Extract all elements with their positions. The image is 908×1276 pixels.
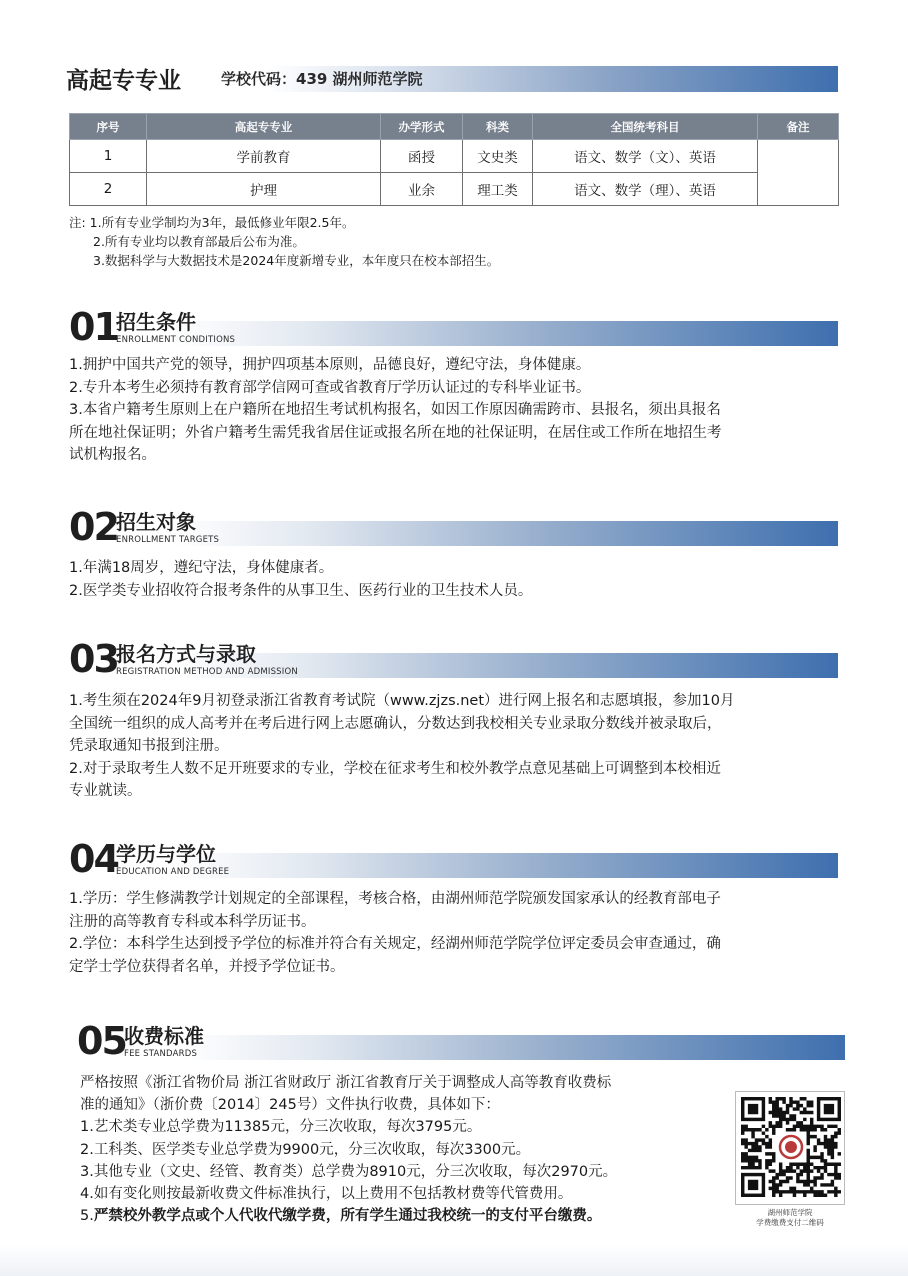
body-line: 专业就读。 — [69, 783, 142, 799]
body-line: 1.拥护中国共产党的领导，拥护四项基本原则，品德良好，遵纪守法，身体健康。 — [69, 357, 591, 373]
section-title: 招生对象 — [116, 510, 196, 534]
body-line: 1.考生须在2024年9月初登录浙江省教育考试院（www.zjzs.net）进行网上报名和志愿填报，参加10月 — [69, 693, 735, 709]
col-header-category: 科类 — [463, 114, 533, 140]
section-gradient-bar — [173, 521, 838, 546]
section-body-05 — [80, 1072, 720, 1227]
section-body-01 — [69, 354, 841, 467]
payment-qr-code — [735, 1091, 845, 1205]
table-cell: 文史类 — [463, 140, 533, 173]
fee-warning-text: 严禁校外教学点或个人代收代缴学费，所有学生通过我校统一的支付平台缴费。 — [93, 1208, 602, 1225]
body-line: 所在地社保证明；外省户籍考生需凭我省居住证或报名所在地的社保证明，在居住或工作所在地招生考 — [69, 424, 722, 441]
section-body-04 — [69, 888, 841, 978]
majors-table — [69, 113, 839, 206]
table-row — [70, 140, 839, 173]
body-line: 2.专升本考生必须持有教育部学信网可查或省教育厅学历认证过的专科毕业证书。 — [69, 379, 591, 396]
body-line: 2.学位：本科学生达到授予学位的标准并符合有关规定，经湖州师范学院学位评定委员会审查通过，确 — [69, 936, 721, 952]
note-line: 注: 1.所有专业学制均为3年，最低修业年限2.5年。 — [69, 215, 355, 230]
col-header-subjects: 全国统考科目 — [533, 114, 758, 140]
page-title: 高起专专业 — [66, 68, 181, 94]
qr-code-icon — [741, 1097, 841, 1201]
body-line: 试机构报名。 — [69, 447, 156, 463]
body-line: 2.对于录取考生人数不足开班要求的专业，学校在征求考生和校外教学点意见基础上可调整到本校相近 — [69, 760, 721, 777]
body-line: 注册的高等教育专科或本科学历证书。 — [69, 913, 316, 930]
section-title: 学历与学位 — [116, 842, 216, 866]
section-subtitle: ENROLLMENT CONDITIONS — [116, 335, 236, 345]
body-line: 严格按照《浙江省物价局 浙江省财政厅 浙江省教育厅关于调整成人高等教育收费标 — [80, 1075, 612, 1091]
section-subtitle: EDUCATION AND DEGREE — [116, 867, 230, 877]
col-header-mode: 办学形式 — [381, 114, 463, 140]
qr-caption-line: 湖州师范学院 — [767, 1208, 813, 1217]
section-number: 01 — [69, 305, 118, 349]
section-number: 03 — [69, 637, 118, 681]
table-cell: 学前教育 — [147, 140, 381, 173]
body-line: 定学士学位获得者名单，并授予学位证书。 — [69, 958, 345, 975]
section-subtitle: ENROLLMENT TARGETS — [116, 535, 220, 545]
bottom-fade — [0, 1244, 908, 1276]
note-line: 2.所有专业均以教育部最后公布为准。 — [93, 234, 305, 249]
note-line: 3.数据科学与大数据技术是2024年度新增专业，本年度只在校本部招生。 — [93, 253, 500, 268]
col-header-index: 序号 — [70, 114, 147, 140]
body-line: 3.其他专业（文史、经管、教育类）总学费为8910元，分三次收取，每次2970元。 — [80, 1163, 618, 1180]
body-line: 1.艺术类专业总学费为11385元，分三次收取，每次3795元。 — [80, 1119, 482, 1136]
section-subtitle: REGISTRATION METHOD AND ADMISSION — [116, 667, 298, 677]
section-header-04 — [69, 837, 838, 881]
table-cell: 语文、数学（理）、英语 — [533, 173, 758, 206]
section-subtitle: FEE STANDARDS — [124, 1049, 198, 1059]
table-cell: 1 — [70, 140, 147, 173]
section-title: 收费标准 — [124, 1024, 204, 1048]
section-gradient-bar — [173, 321, 838, 346]
section-header-02 — [69, 505, 838, 549]
table-cell: 护理 — [147, 173, 381, 206]
table-notes — [69, 213, 499, 270]
body-line: 凭录取通知书报到注册。 — [69, 738, 229, 754]
section-header-03 — [69, 637, 838, 681]
col-header-remark: 备注 — [758, 114, 839, 140]
section-header-01 — [69, 305, 838, 349]
table-cell: 语文、数学（文）、英语 — [533, 140, 758, 173]
section-number: 04 — [69, 837, 118, 881]
section-title: 招生条件 — [116, 310, 196, 334]
qr-caption — [727, 1208, 853, 1228]
body-line: 3.本省户籍考生原则上在户籍所在地招生考试机构报名，如因工作原因确需跨市、县报名，须出具报名 — [69, 402, 721, 418]
body-line: 4.如有变化则按最新收费文件标准执行，以上费用不包括教材费等代管费用。 — [80, 1186, 573, 1203]
body-line: 准的通知》（浙价费〔2014〕245号）文件执行收费，具体如下： — [80, 1097, 500, 1114]
qr-caption-line: 学费缴费支付二维码 — [756, 1218, 824, 1227]
table-cell: 函授 — [381, 140, 463, 173]
table-row — [70, 173, 839, 206]
body-line: 1.年满18周岁，遵纪守法，身体健康者。 — [69, 560, 334, 576]
section-body-02 — [69, 557, 841, 602]
table-cell: 业余 — [381, 173, 463, 206]
fee-warning-line — [80, 1205, 720, 1227]
section-number: 05 — [77, 1019, 126, 1063]
remark-cell — [758, 140, 839, 206]
section-title: 报名方式与录取 — [116, 642, 256, 666]
section-body-03 — [69, 690, 841, 803]
section-number: 02 — [69, 505, 118, 549]
fee-warning-prefix: 5. — [80, 1208, 94, 1225]
col-header-major: 高起专专业 — [147, 114, 381, 140]
section-header-05 — [77, 1019, 845, 1063]
section-gradient-bar — [181, 1035, 845, 1060]
body-line: 全国统一组织的成人高考并在考后进行网上志愿确认，分数达到我校相关专业录取分数线并被录取后， — [69, 715, 722, 732]
table-header-row — [70, 114, 839, 140]
table-cell: 理工类 — [463, 173, 533, 206]
section-gradient-bar — [173, 853, 838, 878]
table-cell: 2 — [70, 173, 147, 206]
body-line: 1.学历：学生修满教学计划规定的全部课程，考核合格，由湖州师范学院颁发国家承认的经教育部电子 — [69, 891, 721, 907]
body-line: 2.医学类专业招收符合报考条件的从事卫生、医药行业的卫生技术人员。 — [69, 582, 533, 599]
body-line: 2.工科类、医学类专业总学费为9900元，分三次收取，每次3300元。 — [80, 1141, 531, 1158]
page-header — [66, 64, 838, 94]
school-code: 学校代码：439 湖州师范学院 — [221, 70, 423, 88]
